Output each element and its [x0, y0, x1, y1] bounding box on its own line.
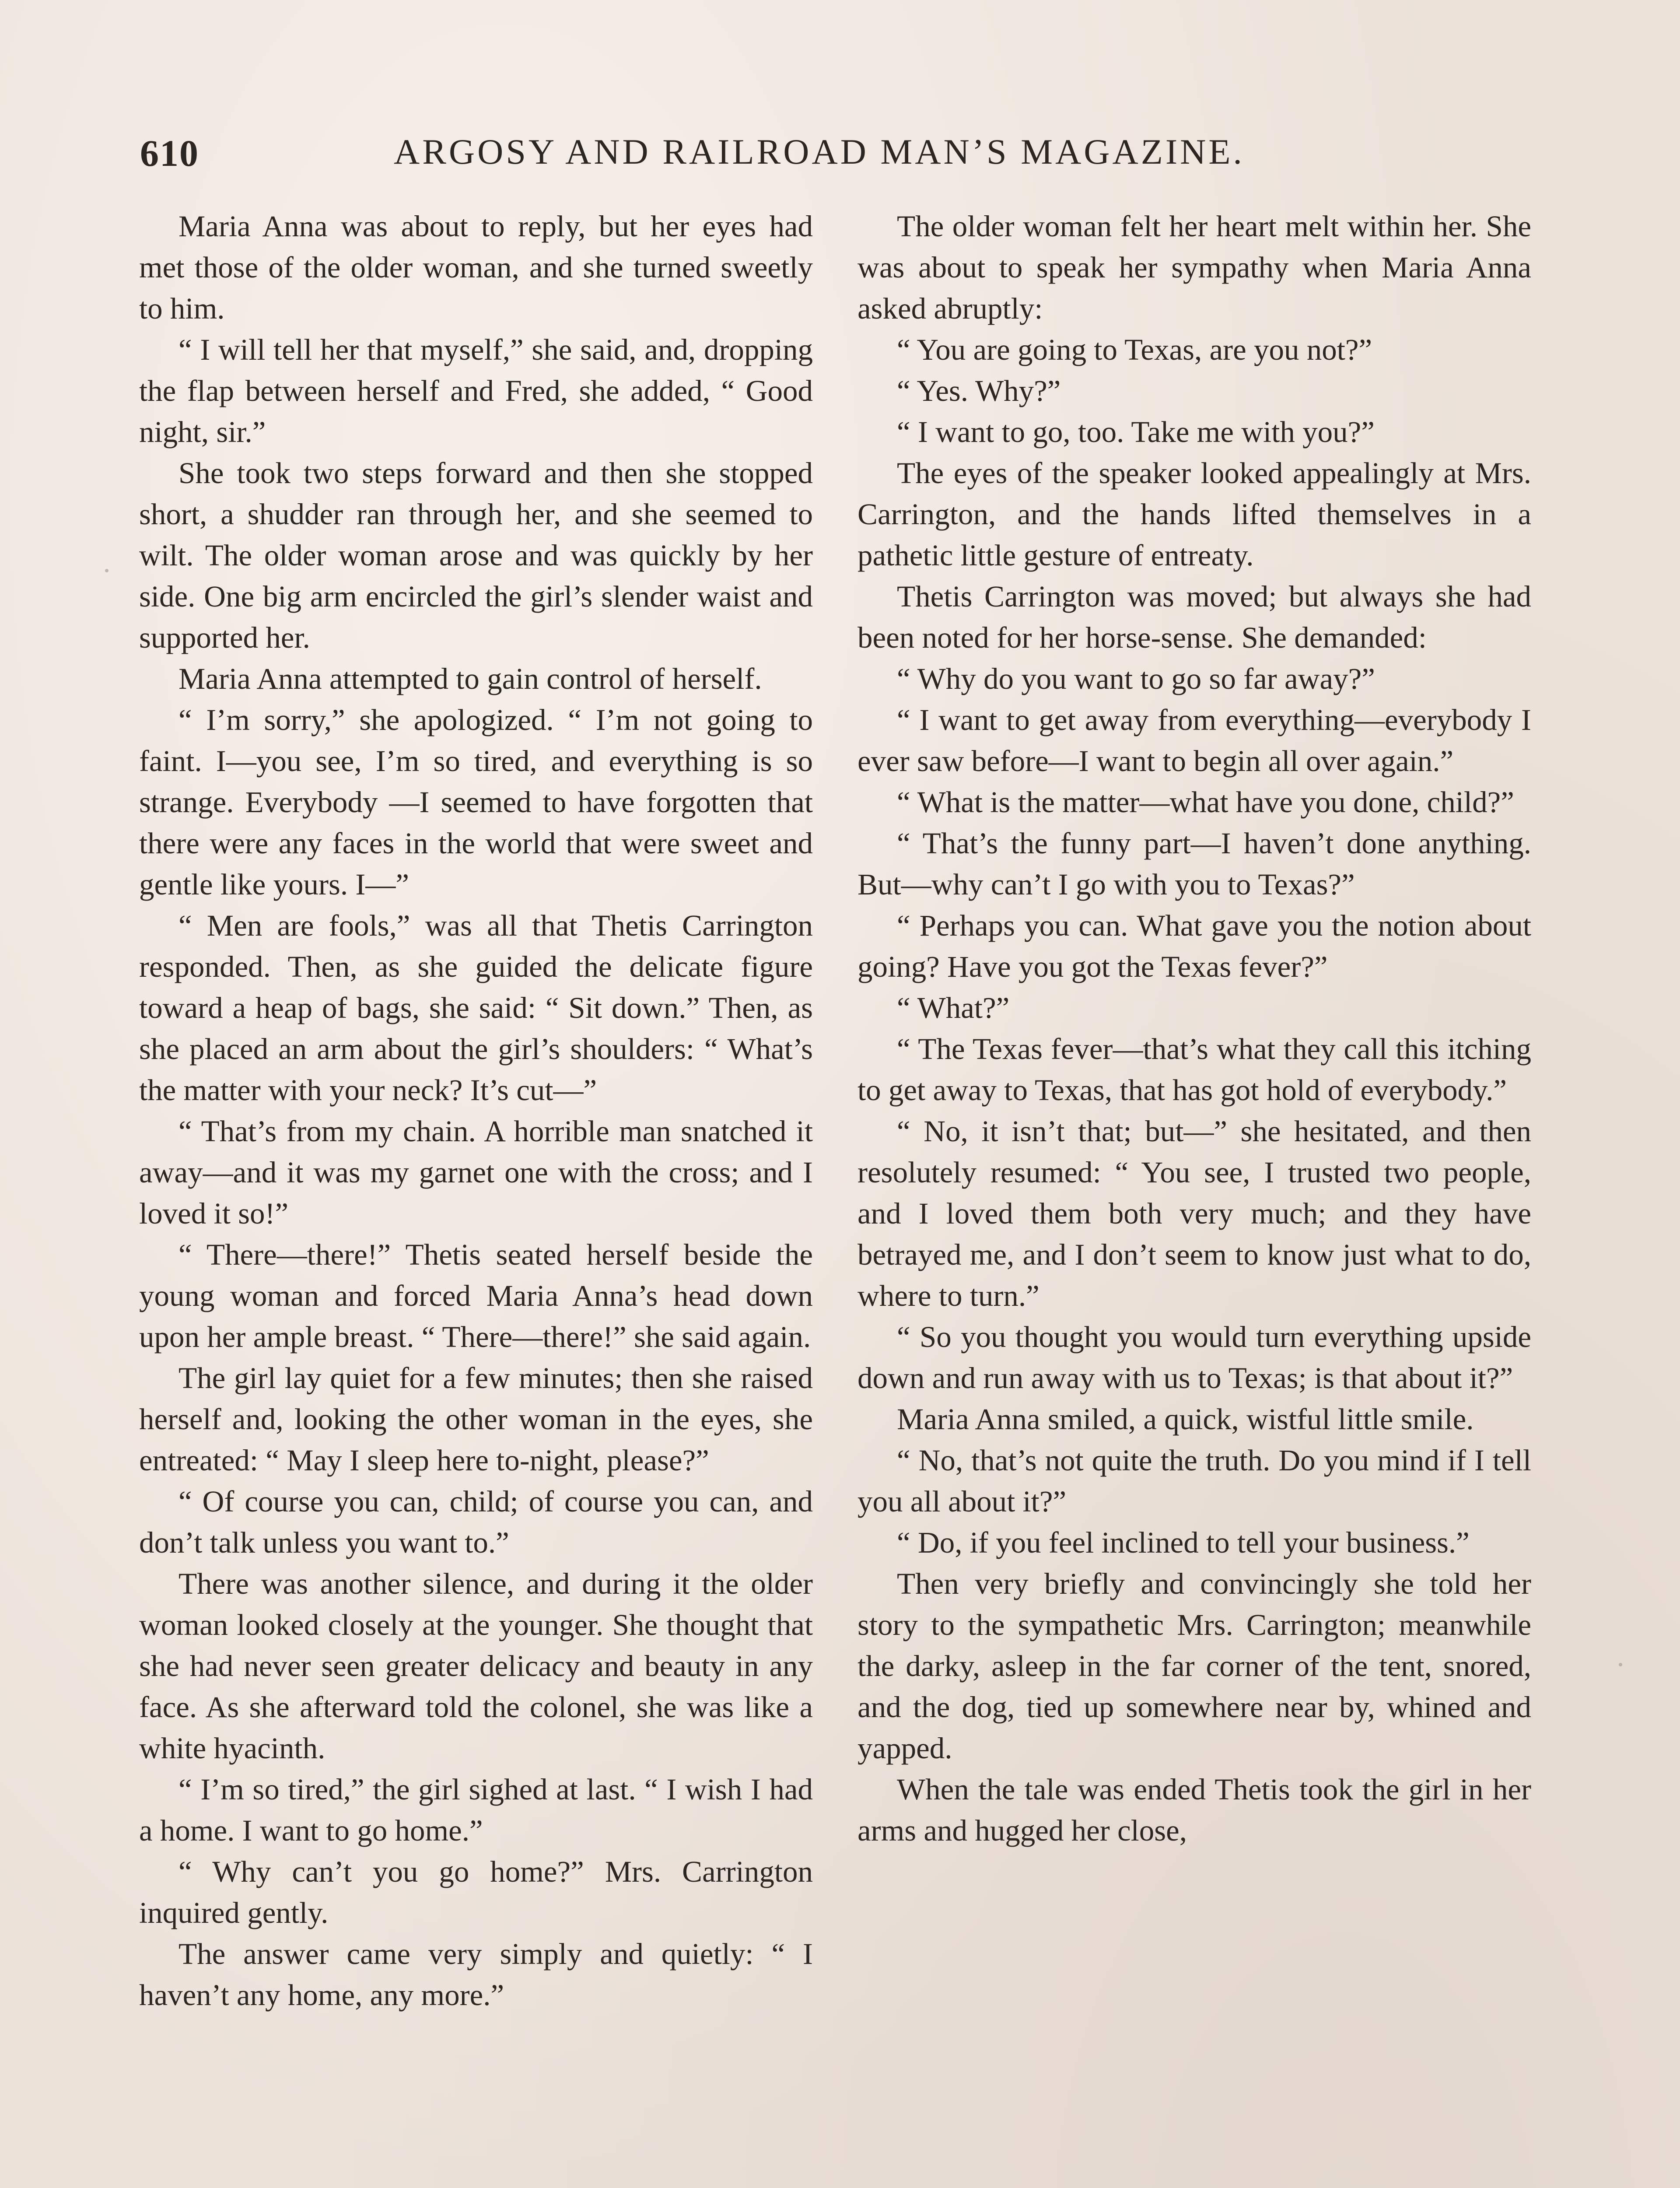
running-head: ARGOSY AND RAILROAD MAN’S MAGAZINE.	[394, 132, 1245, 172]
page-header	[140, 131, 1540, 184]
paragraph: “ Why do you want to go so far away?”	[897, 662, 1375, 695]
paragraph: “ So you thought you would turn everything upside down and run away with us to Texas; is that about it?”	[858, 1320, 1531, 1395]
paragraph: “ That’s the funny part—I haven’t done anything. But—why can’t I go with you to Texas?”	[858, 827, 1531, 901]
paragraph: Maria Anna smiled, a quick, wistful little smile.	[897, 1403, 1474, 1436]
paragraph: Maria Anna was about to reply, but her eyes had met those of the older woman, and she turned sweetly to him.	[139, 210, 813, 325]
paragraph: When the tale was ended Thetis took the girl in her arms and hugged her close,	[858, 1773, 1531, 1847]
paragraph: “ Perhaps you can. What gave you the notion about going? Have you got the Texas fever?”	[858, 909, 1531, 983]
paragraph: She took two steps forward and then she stopped short, a shudder ran through her, and she seemed to wilt. The older woman arose and was quickly by her side. One big arm encircled the girl’s slender waist and supported her.	[139, 456, 813, 654]
paragraph: “ Of course you can, child; of course you can, and don’t talk unless you want to.”	[139, 1485, 813, 1559]
paper-speck	[105, 569, 108, 572]
paragraph: “ I’m sorry,” she apologized. “ I’m not going to faint. I—you see, I’m so tired, and everything is so strange. Everybody —I seemed to have forgotten that there were any faces in the world that were sweet and gentle like yours. I—”	[139, 703, 813, 901]
paragraph: There was another silence, and during it the older woman looked closely at the younger. She thought that she had never seen greater delicacy and beauty in any face. As she afterward told the colonel, she was like a white hyacinth.	[139, 1567, 813, 1765]
right-column	[858, 206, 1531, 1851]
paragraph: “ Why can’t you go home?” Mrs. Carrington inquired gently.	[139, 1855, 813, 1929]
paragraph: The girl lay quiet for a few minutes; then she raised herself and, looking the other woman in the eyes, she entreated: “ May I sleep here to-night, please?”	[139, 1361, 813, 1477]
paragraph: “ You are going to Texas, are you not?”	[897, 333, 1372, 366]
paragraph: “ I want to get away from everything—everybody I ever saw before—I want to begin all over again.”	[858, 703, 1531, 778]
left-column	[139, 206, 813, 2016]
paragraph: “ There—there!” Thetis seated herself beside the young woman and forced Maria Anna’s head down upon her ample breast. “ There—there!” she said again.	[139, 1238, 813, 1353]
paragraph: “ The Texas fever—that’s what they call this itching to get away to Texas, that has got hold of everybody.”	[858, 1032, 1531, 1107]
paragraph: “ I want to go, too. Take me with you?”	[897, 415, 1375, 449]
paragraph: Then very briefly and convincingly she told her story to the sympathetic Mrs. Carrington; meanwhile the darky, asleep in the far corner of the tent, snored, and the dog, tied up somewhere near by, whined and yapped.	[858, 1567, 1531, 1765]
paragraph: “ I’m so tired,” the girl sighed at last. “ I wish I had a home. I want to go home.”	[139, 1773, 813, 1847]
paragraph: Thetis Carrington was moved; but always she had been noted for her horse-sense. She demanded:	[858, 580, 1531, 654]
paragraph: “ Men are fools,” was all that Thetis Carrington responded. Then, as she guided the delicate figure toward a heap of bags, she said: “ Sit down.” Then, as she placed an arm about the girl’s shoulders: “ What’s the matter with your neck? It’s cut—”	[139, 909, 813, 1107]
paragraph: “ No, that’s not quite the truth. Do you mind if I tell you all about it?”	[858, 1444, 1531, 1518]
paragraph: The eyes of the speaker looked appealingly at Mrs. Carrington, and the hands lifted themselves in a pathetic little gesture of entreaty.	[858, 456, 1531, 572]
paragraph: “ What is the matter—what have you done, child?”	[897, 785, 1514, 819]
paragraph: “ No, it isn’t that; but—” she hesitated, and then resolutely resumed: “ You see, I trusted two people, and I loved them both very much; and they have betrayed me, and I don’t seem to know just what to do, where to turn.”	[858, 1115, 1531, 1312]
paragraph: The older woman felt her heart melt within her. She was about to speak her sympathy when Maria Anna asked abruptly:	[858, 210, 1531, 325]
paragraph: “ Do, if you feel inclined to tell your business.”	[897, 1526, 1470, 1559]
paragraph: “ I will tell her that myself,” she said, and, dropping the flap between herself and Fred, she added, “ Good night, sir.”	[139, 333, 813, 449]
paragraph: “ What?”	[897, 991, 1010, 1024]
paragraph: “ That’s from my chain. A horrible man snatched it away—and it was my garnet one with the cross; and I loved it so!”	[139, 1115, 813, 1230]
paragraph: The answer came very simply and quietly: “ I haven’t any home, any more.”	[139, 1937, 813, 2012]
paragraph: Maria Anna attempted to gain control of herself.	[178, 662, 762, 695]
paper-speck	[1619, 1663, 1622, 1666]
page-number: 610	[140, 132, 199, 174]
paragraph: “ Yes. Why?”	[897, 374, 1061, 407]
